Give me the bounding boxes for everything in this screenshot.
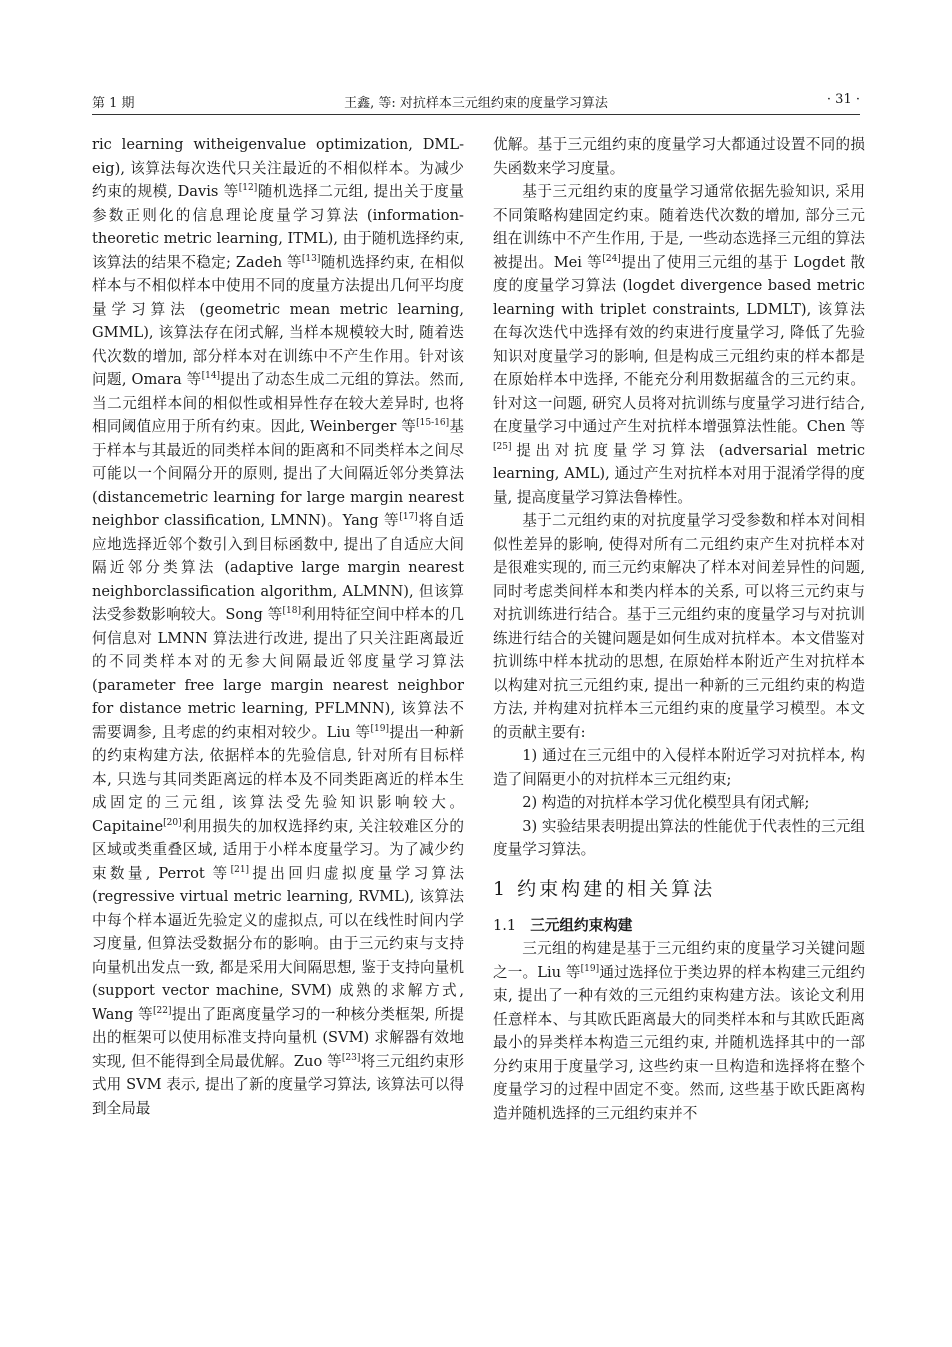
citation[interactable]: [19]: [580, 963, 600, 974]
citation[interactable]: [24]: [602, 253, 621, 264]
citation[interactable]: [19]: [370, 723, 389, 734]
citation[interactable]: [17]: [399, 512, 418, 522]
body-paragraph: 基于三元组约束的度量学习通常依据先验知识, 采用不同策略构建固定约束。随着迭代次数的增加, 部分三元组在训练中不产生作用, 于是, 一些动态选择三元组的算法被提出。Mei 等[24]提出了使用三元组的基于 Logdet 散度的度量学习算法 (logdet divergence based metric learning with triplet constraints, LDMLT), 该算法在每次迭代中选择有效的约束进行度量学习, 降低了先验知识对度量学习的影响, 但是构成三元组约束的样本都是在原始样本中选择, 不能充分利用数据蕴含的三元约束。针对这一问题, 研究人员将对抗训练与度量学习进行结合, 在度量学习中通过产生对抗样本增强算法性能。Chen 等[25]提出对抗度量学习算法 (adversarial metric learning, AML), 通过产生对抗样本对用于混淆学得的度量, 提高度量学习算法鲁棒性。: [493, 183, 865, 506]
right-column: [493, 133, 865, 1125]
issue-label: 第 1 期: [92, 96, 135, 111]
citation[interactable]: [20]: [163, 817, 182, 828]
citation[interactable]: [25]: [493, 441, 512, 452]
body-paragraph: ric learning witheigenvalue optimization, DML-eig), 该算法每次迭代只关注最近的不相似样本。为减少约束的规模, Davis 等[12]随机选择二元组, 提出关于度量参数正则化的信息理论度量学习算法 (information-theoretic metric learning, ITML), 由于随机选择约束, 该算法的结果不稳定; Zadeh 等[13]随机选择约束, 在相似样本与不相似样本中使用不同的度量方法提出几何平均度量学习算法 (geometric mean metric learning, GMML), 该算法存在闭式解, 当样本规模较大时, 随着迭代次数的增加, 部分样本对在训练中不产生作用。针对该问题, Omara 等[14]提出了动态生成二元组的算法。然而, 当二元组样本间的相似性或相异性存在较大差异时, 也将相同阈值应用于所有约束。因此, Weinberger 等[15-16]基于样本与其最近的同类样本间的距离和不同类样本之间尽可能以一个间隔分开的原则, 提出了大间隔近邻分类算法 (distancemetric learning for large margin nearest neighbor classification, LMNN)。Yang 等[17]将自适应地选择近邻个数引入到目标函数中, 提出了自适应大间隔近邻分类算法 (adaptive large margin nearest neighborclassification algorithm, ALMNN), 但该算法受参数影响较大。Song 等[18]利用特征空间中样本的几何信息对 LMNN 算法进行改进, 提出了只关注距离最近的不同类样本对的无参大间隔最近邻度量学习算法 (parameter free large margin nearest neighbor for distance metric learning, PFLMNN), 该算法不需要调参, 且考虑的约束相对较少。Liu 等[19]提出一种新的约束构建方法, 依据样本的先验信息, 针对所有目标样本, 只选与其同类距离远的样本及不同类距离近的样本生成固定的三元组, 该算法受先验知识影响较大。Capitaine[20]利用损失的加权选择约束, 关注较难区分的区域或类重叠区域, 适用于小样本度量学习。为了减少约束数量, Perrot 等[21]提出回归虚拟度量学习算法 (regressive virtual metric learning, RVML), 该算法中每个样本逼近先验定义的虚拟点, 可以在线性时间内学习度量, 但算法受数据分布的影响。由于三元约束与支持向量机出发点一致, 都是采用大间隔思想, 鉴于支持向量机 (support vector machine, SVM) 成熟的求解方式, Wang 等[22]提出了距离度量学习的一种核分类框架, 所提出的框架可以使用标准支持向量机 (SVM) 求解器有效地实现, 但不能得到全局最优解。Zuo 等[23]将三元组约束形式用 SVM 表示, 提出了新的度量学习算法, 该算法可以得到全局最: [92, 136, 465, 1117]
running-title: 王鑫, 等: 对抗样本三元组约束的度量学习算法: [344, 96, 608, 111]
body-paragraph: 基于二元组约束的对抗度量学习受参数和样本对间相似性差异的影响, 使得对所有二元组约束产生对抗样本对是很难实现的, 而三元约束解决了样本对间差异性的问题, 同时考虑类间样本和类内样本的关系, 可以将三元约束与对抗训练进行结合。基于三元组约束的度量学习与对抗训练进行结合的关键问题是如何生成对抗样本。本文借鉴对抗训练中样本扰动的思想, 在原始样本附近产生对抗样本以构建对抗三元组约束, 提出一种新的三元组约束的构造方法, 并构建对抗样本三元组约束的度量学习模型。本文的贡献主要有:: [493, 512, 865, 741]
citation[interactable]: [21]: [230, 864, 250, 875]
left-column: [92, 133, 464, 1120]
contribution-item: 1) 通过在三元组中的入侵样本附近学习对抗样本, 构造了间隔更小的对抗样本三元组约束;: [493, 747, 865, 788]
citation[interactable]: [14]: [201, 371, 221, 381]
section-heading: 1 约束构建的相关算法: [493, 877, 716, 900]
body-paragraph: 优解。基于三元组约束的度量学习大都通过设置不同的损失函数来学习度量。: [493, 136, 865, 177]
contribution-item: 3) 实验结果表明提出算法的性能优于代表性的三元组度量学习算法。: [493, 817, 865, 858]
citation[interactable]: [12]: [238, 183, 258, 193]
subsection-heading: 1.1 三元组约束构建: [493, 916, 633, 934]
running-header: [92, 90, 860, 115]
citation[interactable]: [13]: [301, 253, 321, 264]
citation[interactable]: [23]: [341, 1052, 361, 1063]
citation[interactable]: [15-16]: [416, 418, 450, 428]
page-number: · 31 ·: [826, 92, 860, 107]
contribution-item: 2) 构造的对抗样本学习优化模型具有闭式解;: [522, 794, 810, 811]
citation[interactable]: [22]: [153, 1005, 172, 1016]
body-paragraph: 三元组的构建是基于三元组约束的度量学习关键问题之一。Liu 等[19]通过选择位于类边界的样本构建三元组约束, 提出了一种有效的三元组约束构建方法。该论文利用任意样本、与其欧氏距离最大的同类样本和与其欧氏距离最小的异类样本构造三元组约束, 并随机选择其中的一部分约束用于度量学习, 这些约束一旦构造和选择将在整个度量学习的过程中固定不变。然而, 这些基于欧氏距离构造并随机选择的三元组约束并不: [493, 940, 865, 1122]
citation[interactable]: [18]: [282, 606, 302, 616]
